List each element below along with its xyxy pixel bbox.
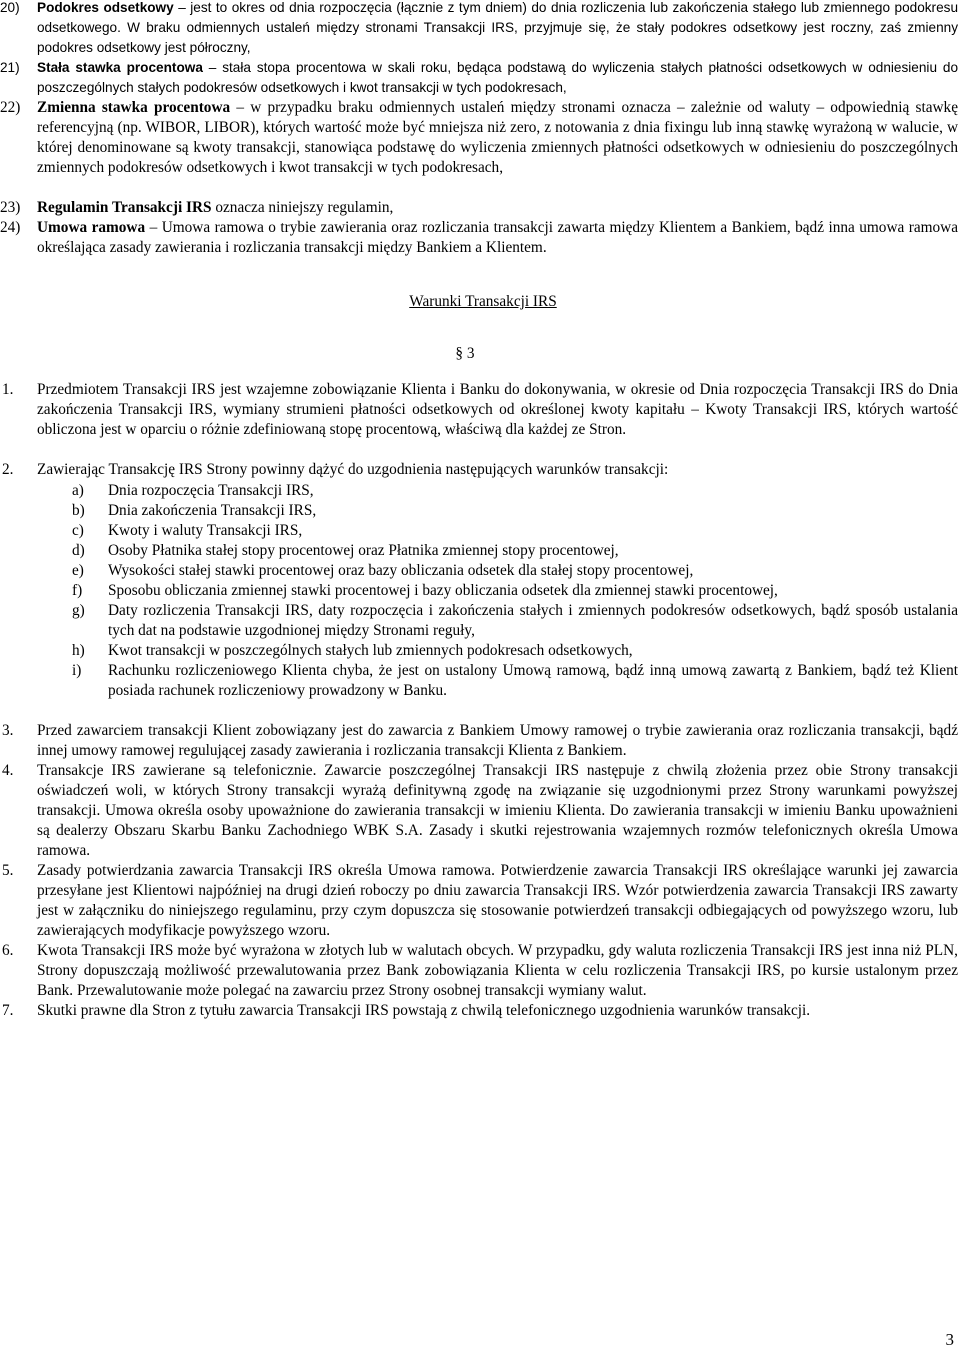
condition-i <box>0 661 958 701</box>
definition-text: – jest to okres od dnia rozpoczęcia (łącznie z tym dniem) do dnia rozliczenia lub zakończenia stałego lub zmiennego podokresu odsetkowego. W braku odmiennych ustaleń między stronami Transakcji IRS, przyjmuje się, że stały podokres odsetkowy jest roczny, zaś zmienny podokres odsetkowy jest półroczny, <box>37 0 959 55</box>
definition-text: – Umowa ramowa o trybie zawierania oraz rozliczania transakcji zawarta między Klientem a Bankiem, bądź inna umowa ramowa określająca zasady zawierania i rozliczania transakcji między Bankiem a Klientem. <box>37 219 958 256</box>
condition-letter: b) <box>72 502 85 519</box>
definition-term: Stała stawka procentowa <box>37 60 203 75</box>
definition-term: Regulamin Transakcji IRS <box>37 199 212 216</box>
point-5 <box>0 861 958 941</box>
definition-text: oznacza niniejszy regulamin, <box>215 199 394 216</box>
condition-text: Sposobu obliczania zmiennej stawki procentowej i bazy obliczania odsetek dla zmiennej stawki procentowej, <box>108 582 778 599</box>
condition-text: Wysokości stałej stawki procentowej oraz bazy obliczania odsetek dla stałej stopy procentowej, <box>108 562 694 579</box>
definition-term: Zmienna stawka procentowa <box>37 99 231 116</box>
condition-d <box>0 541 958 561</box>
definition-23 <box>0 198 958 218</box>
condition-text: Dnia zakończenia Transakcji IRS, <box>108 502 317 519</box>
point-text: Kwota Transakcji IRS może być wyrażona w złotych lub w walutach obcych. W przypadku, gdy waluta rozliczenia Transakcji IRS jest inna niż PLN, Strony dopuszczają możliwość przewalutowania przez Bank zobowiązania Klienta w celu rozliczenia Transakcji IRS, po kursie ustalonym przez Bank. Przewalutowanie może polegać na zawarciu przez Strony osobnej transakcji wymiany walut. <box>37 942 958 999</box>
condition-letter: a) <box>72 482 84 499</box>
condition-f <box>0 581 958 601</box>
point-text: Skutki prawne dla Stron z tytułu zawarcia Transakcji IRS powstają z chwilą telefonicznego uzgodnienia warunków transakcji. <box>37 1002 811 1019</box>
definition-22 <box>0 98 958 178</box>
point-text: Zawierając Transakcję IRS Strony powinny dążyć do uzgodnienia następujących warunków transakcji: <box>37 461 669 478</box>
condition-c <box>0 521 958 541</box>
definition-text: – stała stopa procentowa w skali roku, będąca podstawą do wyliczenia stałych płatności odsetkowych w odniesieniu do poszczególnych stałych podokresów odsetkowych i kwot transakcji w tych podokresach, <box>37 60 959 95</box>
condition-text: Dnia rozpoczęcia Transakcji IRS, <box>108 482 314 499</box>
paragraph-number: 3 <box>466 345 475 362</box>
condition-text: Kwoty i waluty Transakcji IRS, <box>108 522 303 539</box>
point-number: 7. <box>2 1002 14 1019</box>
point-number: 5. <box>2 862 14 879</box>
condition-letter: g) <box>72 602 85 619</box>
condition-text: Osoby Płatnika stałej stopy procentowej oraz Płatnika zmiennej stopy procentowej, <box>108 542 619 559</box>
point-text: Transakcje IRS zawierane są telefonicznie. Zawarcie poszczególnej Transakcji IRS następuje z chwilą złożenia przez obie Strony transakcji oświadczeń woli, w których Strony transakcji wyrażą definitywną zgodę na związanie się uzgodnionymi przez Strony warunkami powyższej transakcji. Umowa określa osoby upoważnione do zawierania transakcji w imieniu Klienta. Do zawierania transakcji w imieniu Banku upoważnieni są dealerzy Obszaru Skarbu Banku Zachodniego WBK S.A. Zasady i skutki rejestrowania wzajemnych rozmów telefonicznych określa Umowa ramowa. <box>37 762 958 859</box>
definition-number: 23) <box>0 199 21 216</box>
point-number: 2. <box>2 461 14 478</box>
condition-letter: d) <box>72 542 85 559</box>
point-1 <box>0 380 958 440</box>
definition-term: Umowa ramowa <box>37 219 146 236</box>
point-7 <box>0 1001 958 1021</box>
condition-text: Kwot transakcji w poszczególnych stałych lub zmiennych podokresach odsetkowych, <box>108 642 633 659</box>
definition-24 <box>0 218 958 258</box>
definition-number: 24) <box>0 219 21 236</box>
point-text: Przedmiotem Transakcji IRS jest wzajemne zobowiązanie Klienta i Banku do dokonywania, w okresie od Dnia rozpoczęcia Transakcji IRS do Dnia zakończenia Transakcji IRS, wymiany strumieni płatności odsetkowych od określonej kwoty kapitału – Kwoty Transakcji IRS, których wartość obliczona jest w oparciu o różnie zdefiniowaną stopę procentową, właściwą dla każdej ze Stron. <box>37 381 958 438</box>
condition-h <box>0 641 958 661</box>
paragraph-symbol: § 3 <box>455 345 475 362</box>
point-number: 3. <box>2 722 14 739</box>
condition-letter: c) <box>72 522 84 539</box>
condition-text: Rachunku rozliczeniowego Klienta chyba, że jest on ustalony Umową ramową, bądź inną umową zawartą z Bankiem, bądź też Klient posiada rachunek rozliczeniowy prowadzony w Banku. <box>108 662 958 699</box>
point-text: Przed zawarciem transakcji Klient zobowiązany jest do zawarcia z Bankiem Umowy ramowej o trybie zawierania oraz rozliczania transakcji, bądź innej umowy ramowej regulującej zasady zawierania i rozliczania transakcji Klienta z Bankiem. <box>37 722 958 759</box>
point-6 <box>0 941 958 1001</box>
definition-number: 20) <box>0 0 20 15</box>
definition-text: – w przypadku braku odmiennych ustaleń między stronami oznacza – zależnie od waluty – odpowiednią stawkę referencyjną (np. WIBOR, LIBOR), których wartość może być mniejsza niż zero, z notowania z dnia fixingu lub inną stawkę wyrażoną w walucie, w której denominowane są kwoty transakcji, stanowiąca podstawę do wyliczenia zmiennych płatności odsetkowych w odniesieniu do poszczególnych zmiennych podokresów odsetkowych i kwot transakcji w tych podokresach, <box>37 99 958 176</box>
condition-letter: h) <box>72 642 85 659</box>
point-number: 4. <box>2 762 14 779</box>
definition-number: 21) <box>0 60 20 75</box>
condition-text: Daty rozliczenia Transakcji IRS, daty rozpoczęcia i zakończenia stałych i zmiennych podokresów odsetkowych, bądź sposób ustalania tych dat na podstawie uzgodnionej między Stronami reguły, <box>108 602 958 639</box>
page-number: 3 <box>945 1330 954 1349</box>
condition-e <box>0 561 958 581</box>
point-4 <box>0 761 958 861</box>
point-text: Zasady potwierdzania zawarcia Transakcji IRS określa Umowa ramowa. Potwierdzenie zawarcia Transakcji IRS określające warunki jej zawarcia przesyłane jest Klientowi najpóźniej na drugi dzień roboczy po dniu zawarcia Transakcji IRS. Wzór potwierdzenia zawarcia Transakcji IRS zawarty jest w załączniku do niniejszego regulaminu, przy czym dopuszcza się stosowanie potwierdzeń transakcji odbiegających od powyższego wzoru, lub zawierających modyfikacje powyższego wzoru. <box>37 862 958 939</box>
point-number: 6. <box>2 942 14 959</box>
point-number: 1. <box>2 381 14 398</box>
condition-letter: f) <box>72 582 83 599</box>
condition-g <box>0 601 958 641</box>
section-title: Warunki Transakcji IRS <box>409 293 557 310</box>
point-3 <box>0 721 958 761</box>
definition-20 <box>0 0 958 58</box>
condition-a <box>0 481 958 501</box>
definition-term: Podokres odsetkowy <box>37 0 174 15</box>
definition-21 <box>0 58 958 98</box>
definition-number: 22) <box>0 99 21 116</box>
condition-b <box>0 501 958 521</box>
condition-letter: i) <box>72 662 82 679</box>
point-2 <box>0 460 958 480</box>
condition-letter: e) <box>72 562 84 579</box>
